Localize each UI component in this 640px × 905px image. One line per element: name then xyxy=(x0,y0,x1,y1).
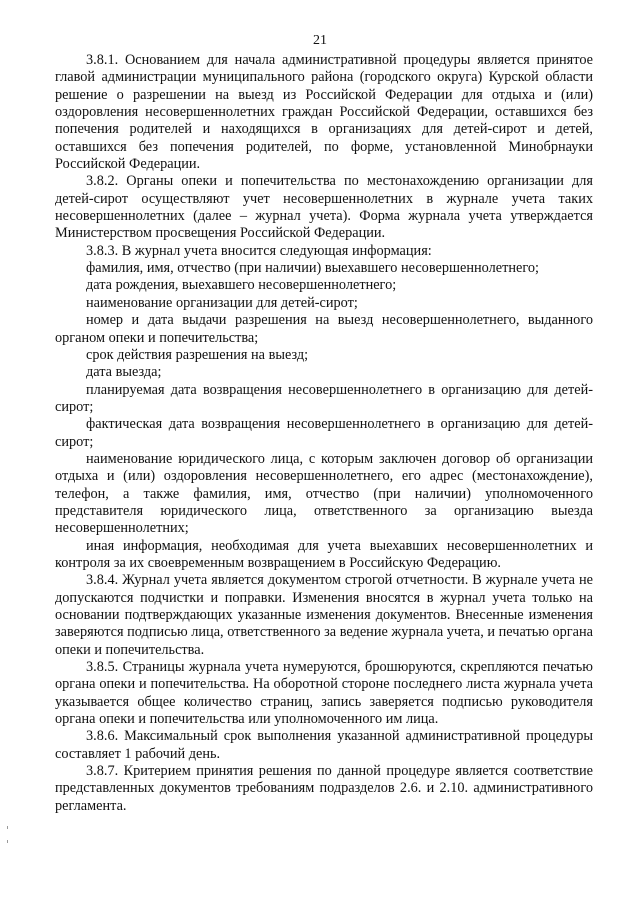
paragraph-3-8-3: 3.8.3. В журнал учета вносится следующая информация: xyxy=(86,242,432,259)
list-item-actual-return: фактическая дата возвращения несовершеннолетнего в организацию для детей-сирот; xyxy=(55,416,593,450)
list-item-planned-return: планируемая дата возвращения несовершеннолетнего в организацию для детей-сирот; xyxy=(55,381,593,415)
paragraph-3-8-4: 3.8.4. Журнал учета является документом строгой отчетности. В журнале учета не допускаются подчистки и поправки. Изменения вносятся в журнал учета только на основании подтверждающих указанные изменения документов. Внесенные изменения заверяются подписью лица, ответственного за ведение журнала учета, и печатью органа опеки и попечительства. xyxy=(55,572,593,658)
list-item-other-info: иная информация, необходимая для учета выехавших несовершеннолетних и контроля за их своевременным возвращением в Российскую Федерацию. xyxy=(55,537,593,571)
list-item-birth-date: дата рождения, выехавшего несовершеннолетнего; xyxy=(86,277,397,294)
paragraph-3-8-7: 3.8.7. Критерием принятия решения по данной процедуре является соответствие представленных документов требованиям подразделов 2.6. и 2.10. административного регламента. xyxy=(55,763,593,814)
page-number: 21 xyxy=(313,33,327,48)
paragraph-3-8-5: 3.8.5. Страницы журнала учета нумеруются, брошюруются, скрепляются печатью органа опеки и попечительства. На оборотной стороне последнего листа журнала учета указывается общее количество страниц, запись заверяется подписью руководителя органа опеки и попечительства или уполномоченного им лица. xyxy=(55,659,593,728)
paragraph-3-8-1: 3.8.1. Основанием для начала административной процедуры является принятое главой администрации муниципального района (городского округа) Курской области решение о разрешении на выезд из Российской Федерации для отдыха и (или) оздоровления несовершеннолетних граждан Российской Федерации, оставшихся без попечения родителей и находящихся в организациях для детей-сирот и детей, оставшихся без попечения родителей, по форме, установленной Минобрнауки Российской Федерации. xyxy=(55,52,593,173)
list-item-permit-number: номер и дата выдачи разрешения на выезд несовершеннолетнего, выданного органом опеки и попечительства; xyxy=(55,312,593,346)
list-item-organization-name: наименование организации для детей-сирот; xyxy=(86,294,358,311)
list-item-permit-validity: срок действия разрешения на выезд; xyxy=(86,346,309,363)
document-body xyxy=(55,52,593,815)
paragraph-3-8-2: 3.8.2. Органы опеки и попечительства по местонахождению организации для детей-сирот осуществляют учет несовершеннолетних в журнале учета таких несовершеннолетних (далее – журнал учета). Форма журнала учета утверждается Министерством просвещения Российской Федерации. xyxy=(55,173,593,242)
scan-edge-mark xyxy=(7,826,8,829)
paragraph-3-8-6: 3.8.6. Максимальный срок выполнения указанной административной процедуры составляет 1 рабочий день. xyxy=(55,728,593,762)
list-item-legal-entity: наименование юридического лица, с которым заключен договор об организации отдыха и (или) оздоровления несовершеннолетнего, его адрес (местонахождение), телефон, а также фамилия, имя, отчество (при наличии) уполномоченного представителя юридического лица, ответственного за организацию выезда несовершеннолетних; xyxy=(55,450,593,537)
scan-edge-mark xyxy=(7,840,8,843)
list-item-departure-date: дата выезда; xyxy=(86,364,162,381)
list-item-full-name: фамилия, имя, отчество (при наличии) выехавшего несовершеннолетнего; xyxy=(86,260,539,277)
